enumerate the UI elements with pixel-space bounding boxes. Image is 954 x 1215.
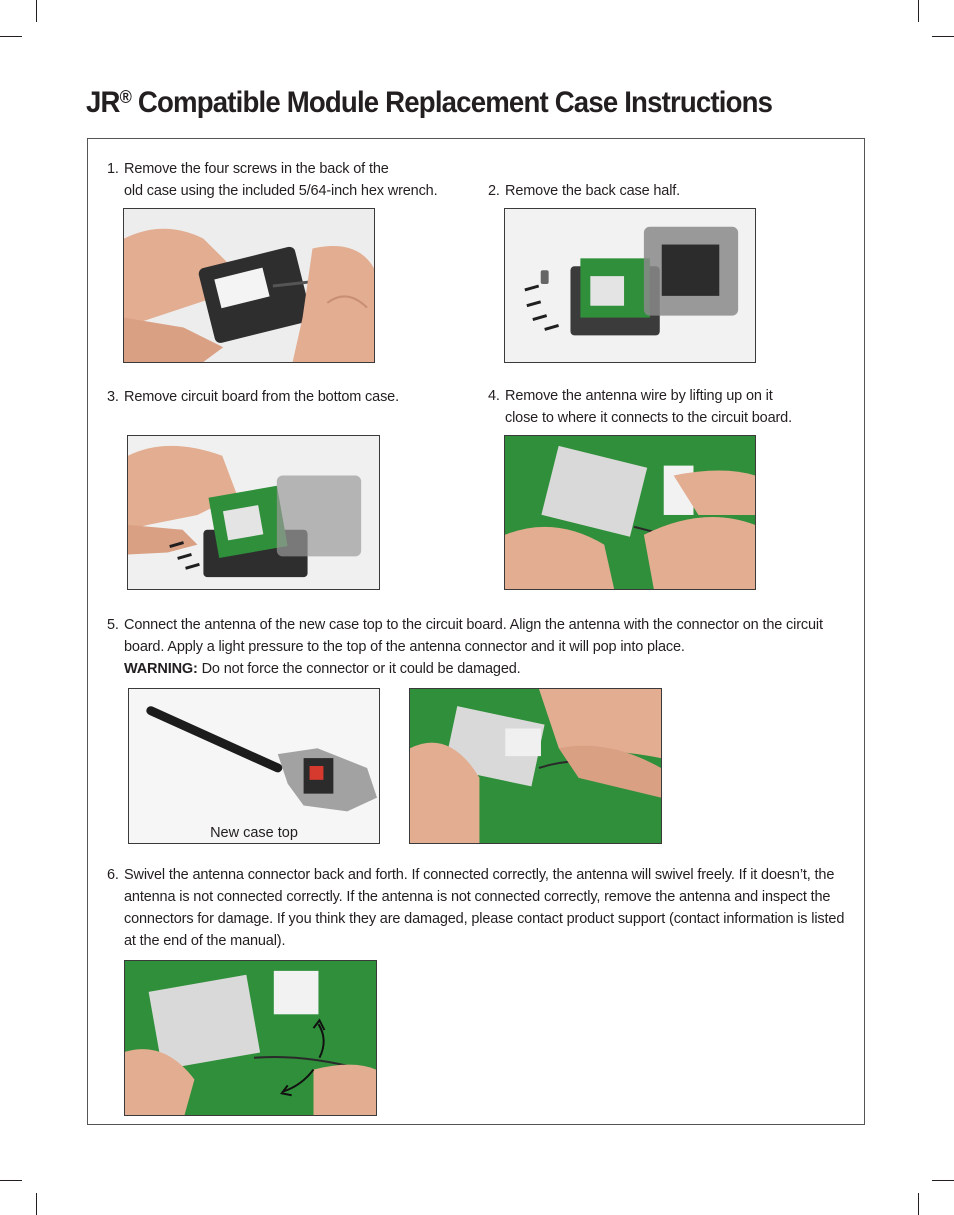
step-text: Remove the four screws in the back of the — [124, 161, 389, 177]
step-text: close to where it connects to the circuit board. — [505, 410, 792, 426]
warning-label: WARNING: — [124, 661, 198, 677]
step-number: 5. — [107, 617, 119, 633]
step-text: Remove the back case half. — [505, 183, 681, 199]
step-text: board. Apply a light pressure to the top of the antenna connector and it will pop into place. — [124, 639, 685, 655]
crop-mark — [36, 0, 37, 22]
crop-mark — [0, 1180, 22, 1181]
step-number: 2. — [488, 183, 500, 199]
step-text: at the end of the manual). — [124, 933, 286, 949]
crop-mark — [918, 0, 919, 22]
warning-text: Do not force the connector or it could be damaged. — [197, 661, 521, 677]
crop-mark — [36, 1193, 37, 1215]
photo-back-case-removed-illustration — [505, 209, 755, 362]
photo-remove-screws-illustration — [124, 209, 374, 362]
photo-new-case-top-illustration — [129, 689, 379, 843]
step-text: Connect the antenna of the new case top to the circuit board. Align the antenna with the connector on the circuit — [124, 617, 823, 633]
step-5 — [107, 614, 852, 680]
photo-remove-screws — [123, 208, 375, 363]
step-text: Remove circuit board from the bottom case. — [124, 389, 399, 405]
page-title — [86, 86, 772, 120]
photo-remove-antenna-wire — [504, 435, 756, 590]
crop-mark — [932, 36, 954, 37]
step-text: antenna is not connected correctly. If the antenna is not connected correctly, remove the antenna and inspect the — [124, 889, 831, 905]
crop-mark — [932, 1180, 954, 1181]
step-1 — [107, 158, 467, 202]
photo-connect-antenna — [409, 688, 662, 844]
photo-remove-antenna-wire-illustration — [505, 436, 755, 589]
step-6 — [107, 864, 867, 952]
photo-new-case-top — [128, 688, 380, 844]
title-text: Compatible Module Replacement Case Instructions — [131, 86, 773, 119]
photo-swivel-antenna-illustration — [125, 961, 376, 1115]
step-number: 6. — [107, 867, 119, 883]
photo-remove-circuit-board — [127, 435, 380, 590]
photo-remove-circuit-board-illustration — [128, 436, 379, 589]
step-4 — [488, 385, 828, 429]
step-text: old case using the included 5/64-inch hex wrench. — [124, 183, 438, 199]
step-number: 4. — [488, 388, 500, 404]
step-text: connectors for damage. If you think they are damaged, please contact product support (contact information is listed — [124, 911, 845, 927]
new-case-top-caption: New case top — [210, 825, 298, 841]
photo-swivel-antenna — [124, 960, 377, 1116]
title-brand: JR — [86, 86, 120, 119]
step-number: 1. — [107, 161, 119, 177]
crop-mark — [0, 36, 22, 37]
step-text: Swivel the antenna connector back and forth. If connected correctly, the antenna will swivel freely. If it doesn’t, the — [124, 867, 835, 883]
registered-mark: ® — [119, 87, 132, 107]
step-number: 3. — [107, 389, 119, 405]
photo-connect-antenna-illustration — [410, 689, 661, 843]
crop-mark — [918, 1193, 919, 1215]
photo-back-case-removed — [504, 208, 756, 363]
warning-line — [124, 658, 852, 680]
step-2 — [488, 180, 818, 202]
step-3 — [107, 386, 467, 408]
step-text: Remove the antenna wire by lifting up on it — [505, 388, 773, 404]
